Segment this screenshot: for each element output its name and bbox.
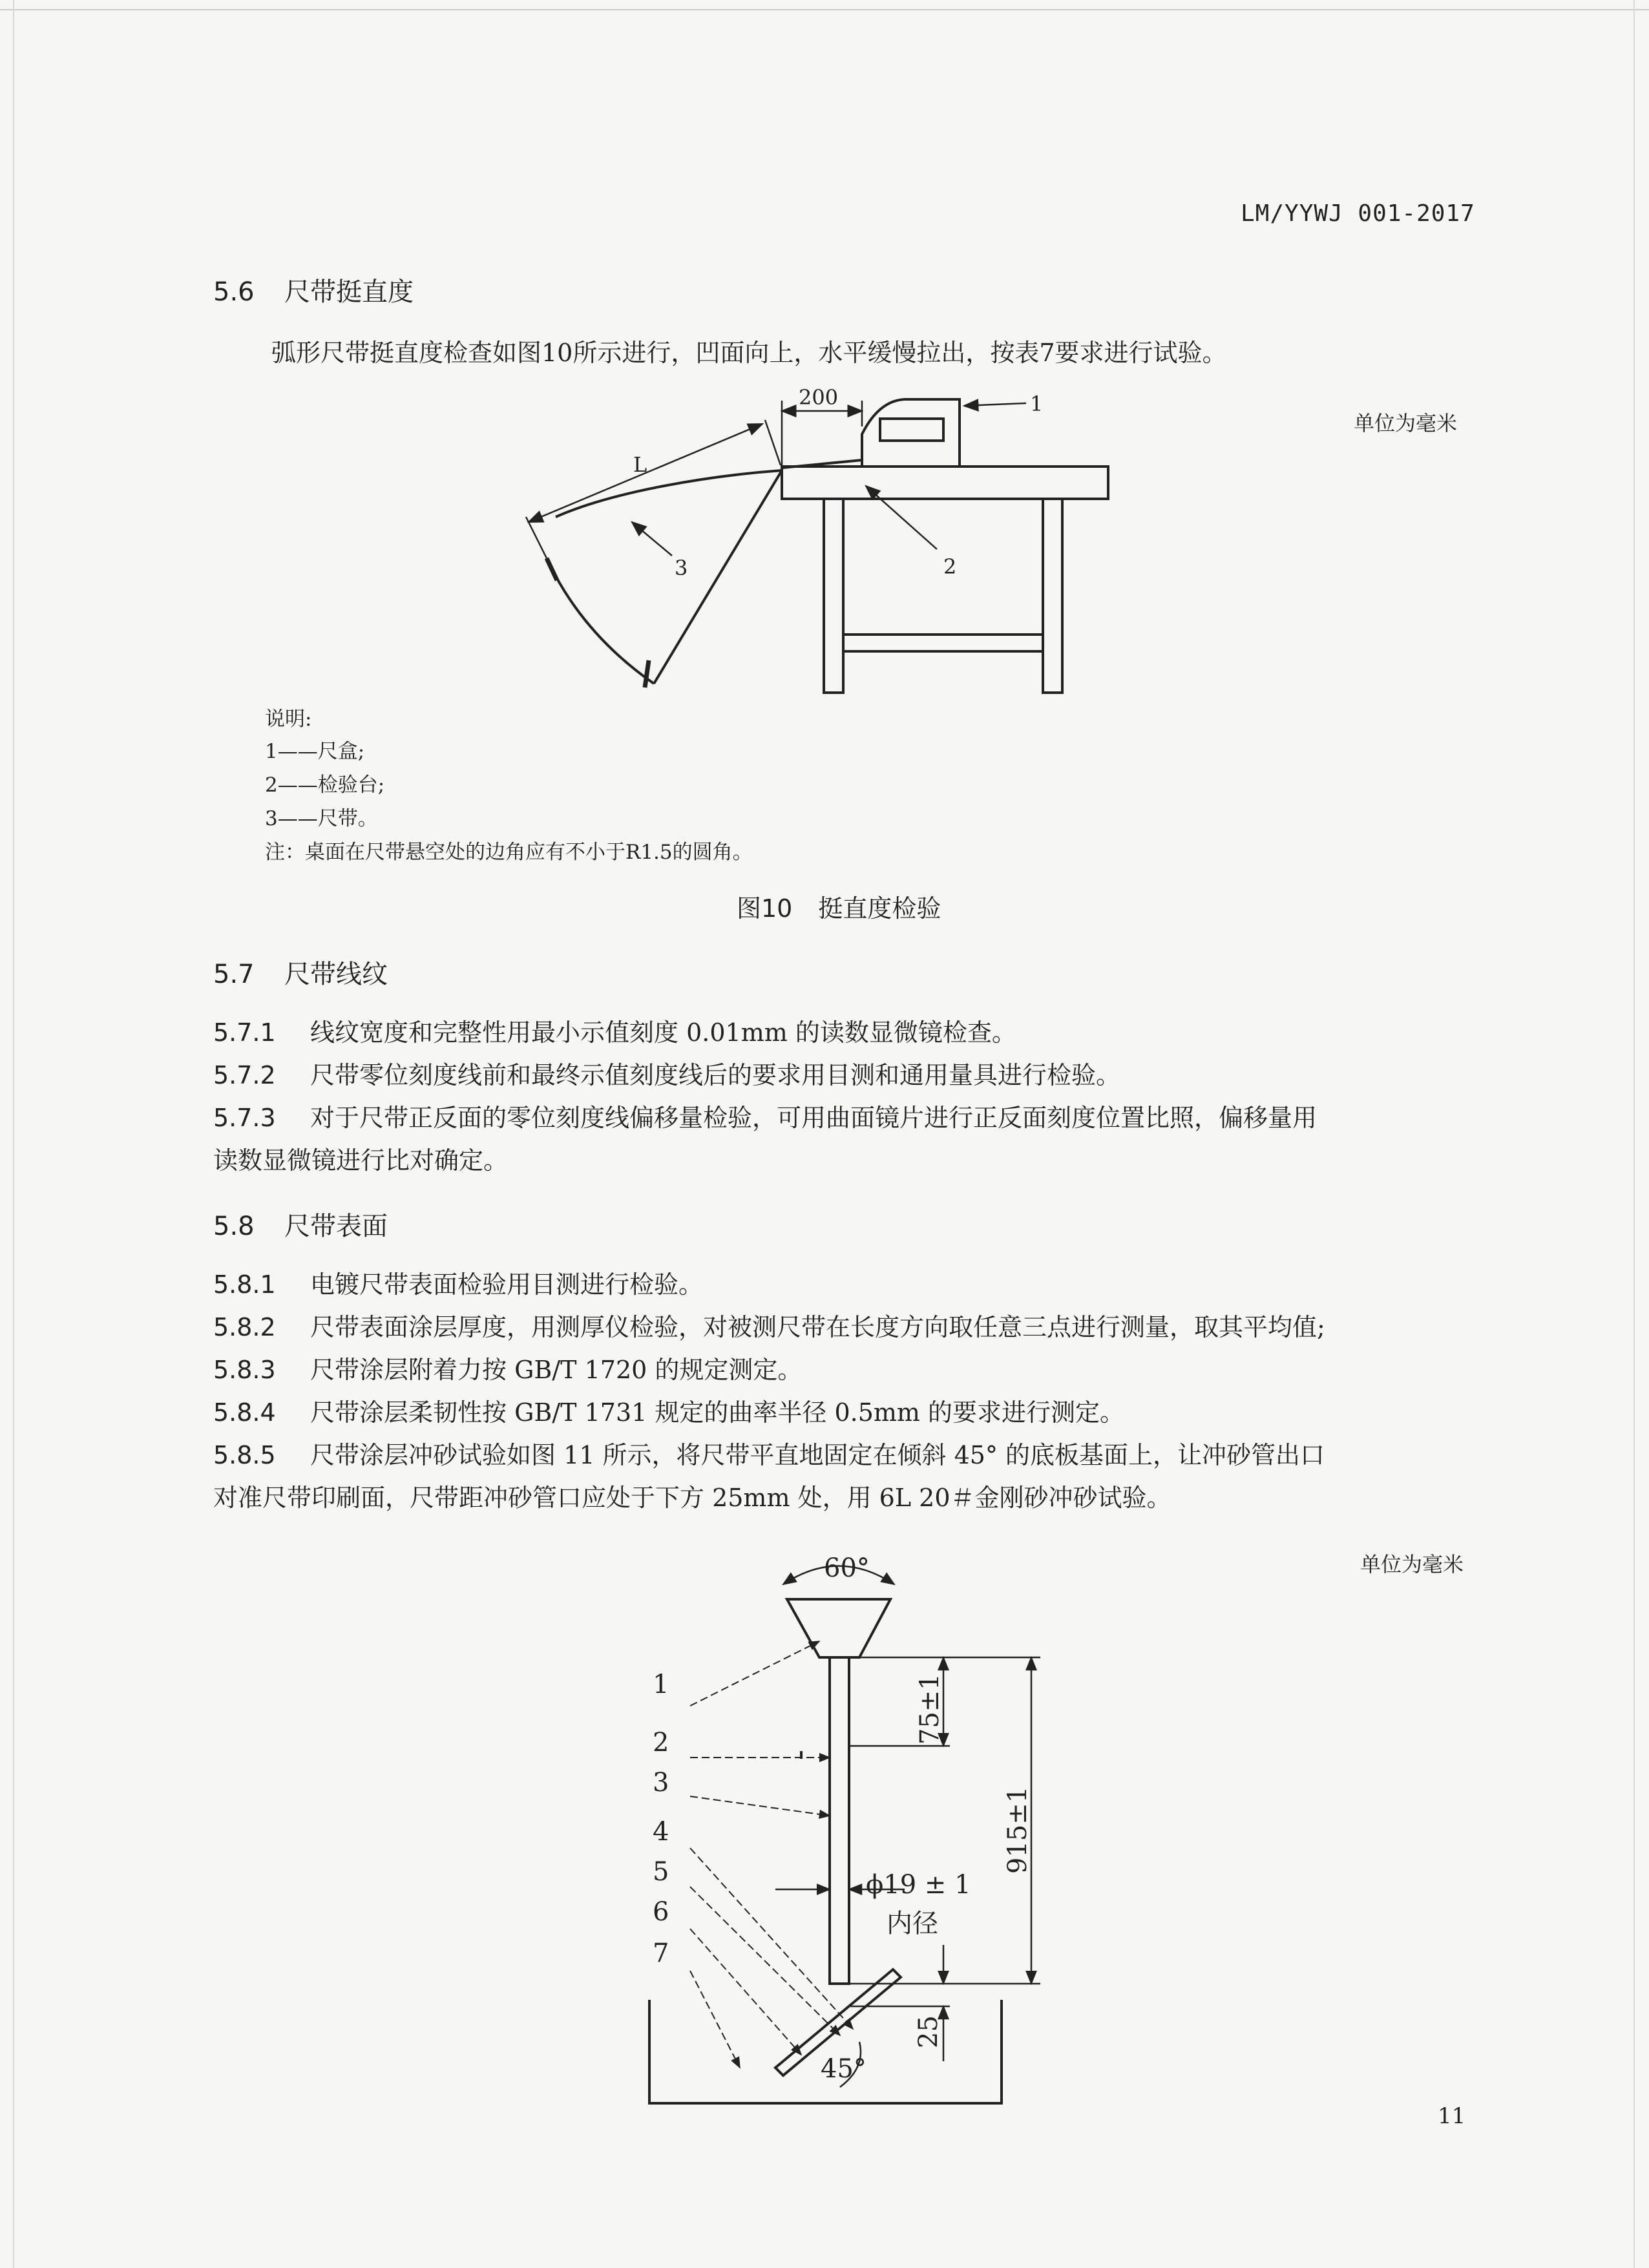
item-text: 线纹宽度和完整性用最小示值刻度 0.01mm 的读数显微镜检查。: [310, 1018, 1016, 1047]
section-number: 5.7: [213, 960, 255, 989]
tape-case: [862, 399, 960, 467]
item-text: 尺带表面涂层厚度，用测厚仪检验，对被测尺带在长度方向取任意三点进行测量，取其平均值;: [310, 1313, 1325, 1341]
item-5-8-4: [213, 1392, 1124, 1433]
item-number: 5.8.5: [213, 1441, 276, 1469]
callout-7: 7: [653, 1938, 669, 1968]
leader-2: [866, 486, 937, 549]
section-title: 尺带挺直度: [284, 277, 414, 307]
callout-4: 4: [653, 1817, 669, 1847]
sag-arc: [547, 558, 654, 684]
callout-2: 2: [943, 554, 957, 579]
unit-note-fig10: 单位为毫米: [1354, 411, 1458, 436]
callout-3: 3: [653, 1768, 669, 1798]
tape-straight: [654, 470, 782, 684]
item-text: 对于尺带正反面的零位刻度线偏移量检验，可用曲面镜片进行正反面刻度位置比照，偏移量用: [310, 1104, 1318, 1132]
table-crossbar: [843, 635, 1043, 651]
document-id: LM/YYWJ 001-2017: [1241, 200, 1475, 227]
item-5-8-1: [213, 1264, 703, 1305]
item-number: 5.8.2: [213, 1313, 276, 1341]
tape-case-window: [880, 419, 943, 441]
item-5-7-1: [213, 1012, 1016, 1053]
fig10-note-2: 2——检验台;: [265, 773, 385, 797]
tape-curve: [556, 470, 782, 517]
item-text: 电镀尺带表面检验用目测进行检验。: [310, 1270, 704, 1299]
diameter-label: ϕ19 ± 1: [866, 1870, 971, 1900]
section-number: 5.6: [213, 277, 255, 307]
callout-1: 1: [1030, 392, 1044, 416]
item-number: 5.7.1: [213, 1018, 276, 1047]
item-5-8-5: [213, 1434, 1325, 1476]
fig10-note-1: 1——尺盒;: [265, 740, 365, 763]
section-number: 5.8: [213, 1212, 255, 1241]
figure-10-caption: [737, 888, 941, 924]
angle-60-label: 60°: [824, 1553, 870, 1583]
item-5-8-2: [213, 1307, 1325, 1348]
caption-number: 图10: [737, 894, 793, 923]
section-5-6-paragraph: 弧形尺带挺直度检查如图10所示进行，凹面向上，水平缓慢拉出，按表7要求进行试验。: [271, 339, 1227, 367]
table-leg-left: [824, 499, 843, 693]
item-number: 5.8.4: [213, 1398, 276, 1427]
fig10-notes-title: 说明:: [265, 708, 312, 731]
callout-5: 5: [653, 1857, 669, 1887]
section-title: 尺带线纹: [284, 960, 388, 989]
leader-3: [632, 522, 672, 556]
section-5-8-heading: [213, 1206, 388, 1243]
item-5-7-3: [213, 1097, 1317, 1139]
callout-1: 1: [653, 1670, 669, 1699]
section-title: 尺带表面: [284, 1212, 388, 1241]
dim-915-label: 915±1: [1003, 1786, 1033, 1874]
dim-L-label: L: [633, 452, 647, 477]
item-number: 5.8.1: [213, 1270, 276, 1299]
item-number: 5.7.2: [213, 1061, 276, 1089]
table-leg-right: [1043, 499, 1062, 693]
item-text: 尺带涂层柔韧性按 GB/T 1731 规定的曲率半径 0.5mm 的要求进行测定。: [310, 1398, 1125, 1427]
angle-45-label: 45°: [821, 2054, 867, 2084]
callout-6: 6: [653, 1897, 669, 1927]
tape-end-upper: [547, 558, 557, 580]
item-text: 尺带零位刻度线前和最终示值刻度线后的要求用目测和通用量具进行检验。: [310, 1061, 1121, 1089]
fig10-note-3: 3——尺带。: [265, 807, 378, 830]
tape-end-lower: [645, 660, 649, 688]
inspection-table-top: [782, 467, 1108, 499]
caption-title: 挺直度检验: [818, 894, 941, 923]
section-5-7-heading: [213, 954, 388, 991]
item-text: 尺带涂层冲砂试验如图 11 所示，将尺带平直地固定在倾斜 45° 的底板基面上，让冲砂管出口: [310, 1441, 1325, 1469]
unit-note-fig11: 单位为毫米: [1360, 1552, 1464, 1577]
item-number: 5.8.3: [213, 1356, 276, 1384]
item-text: 尺带涂层附着力按 GB/T 1720 的规定测定。: [310, 1356, 803, 1384]
item-5-8-3: [213, 1349, 802, 1391]
leader-1: [964, 403, 1026, 406]
page-number: 11: [1438, 2103, 1466, 2129]
item-5-8-5-cont: 对准尺带印刷面，尺带距冲砂管口应处于下方 25mm 处，用 6L 20＃金刚砂冲砂试验。: [213, 1484, 1171, 1512]
item-number: 5.7.3: [213, 1104, 276, 1132]
dim-25-label: 25: [914, 2015, 943, 2048]
inner-diameter-label: 内径: [887, 1909, 938, 1938]
callout-2: 2: [653, 1728, 669, 1758]
dim-200-label: 200: [799, 385, 839, 410]
item-5-7-2: [213, 1055, 1120, 1096]
dim-75-label: 75±1: [915, 1674, 945, 1745]
item-5-7-3-cont: 读数显微镜进行比对确定。: [213, 1146, 509, 1175]
fig10-note-extra: 注：桌面在尺带悬空处的边角应有不小于R1.5的圆角。: [265, 841, 753, 864]
callout-3: 3: [675, 556, 688, 580]
